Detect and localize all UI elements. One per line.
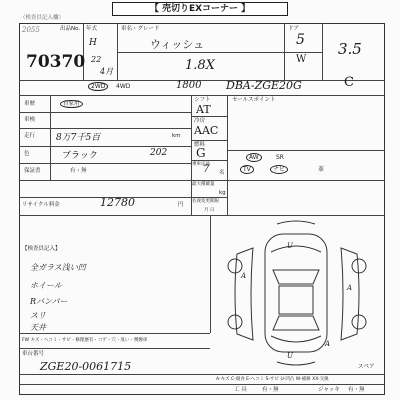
seats-unit: 名 [219, 170, 225, 176]
sales-item-tv [240, 167, 254, 173]
car-grade-value: 1.8X [185, 58, 215, 73]
color-code: 202 [150, 148, 168, 158]
car-rear-window [273, 316, 319, 330]
car-windshield [273, 270, 319, 284]
fuel-label: 燃料 [194, 142, 206, 148]
history-circled: 自家用 [60, 100, 83, 108]
car-wheel-fl [228, 259, 242, 273]
seats-value: 7 [203, 164, 210, 175]
jack-value: 有・無 [348, 387, 365, 393]
svg-text:A: A [347, 284, 353, 292]
mileage-unit: km [172, 133, 181, 139]
drive-4wd: 4WD [116, 83, 131, 90]
car-hood [271, 246, 321, 252]
car-front-bumper [277, 221, 315, 224]
car-wheel-rl [228, 315, 242, 329]
lot-small-digits: 2055 [22, 26, 40, 34]
mileage-value: 8万7千5百 [56, 133, 101, 143]
sales-item-leather: 革 [318, 166, 325, 173]
model-code: DBA-ZGE20G [226, 79, 302, 92]
drive-2wd [88, 84, 108, 90]
spare-label: スペア [358, 364, 375, 370]
car-name-label: 車名・グレード [121, 26, 160, 32]
top-note: （検査員記入欄） [20, 15, 65, 21]
sales-item-navi [270, 167, 288, 173]
tools-label: 工 具 [234, 387, 247, 393]
sales-point-label: セールスポイント [232, 97, 276, 103]
name-change-unit: 月 日 [204, 208, 215, 213]
car-trunk [271, 336, 321, 342]
ac-value: AAC [194, 124, 219, 137]
fw-row: FW キズ・ヘコミ・サビ・修理歴有・コゲ・穴・臭い・喫煙車 [22, 338, 148, 343]
history-value [60, 101, 83, 107]
inspection-note-3: Rバンパー [30, 297, 68, 306]
car-roof [279, 286, 313, 314]
inspection-note-2: ホイール [30, 281, 62, 290]
svg-text:A: A [241, 272, 247, 280]
sales-item-sr: SR [276, 154, 284, 161]
sales-item-aw-circled: AW [246, 153, 262, 162]
car-body-outline [265, 234, 327, 352]
car-diagram [213, 218, 381, 368]
sales-item-aw [246, 155, 262, 161]
svg-text:U: U [287, 242, 293, 250]
recycle-value: 12780 [100, 196, 135, 209]
doors-value: 5 [296, 32, 305, 48]
mileage-label: 走行 [24, 133, 36, 139]
sales-item-tv-circled: TV [240, 165, 254, 174]
recycle-label: リサイクル料金 [22, 202, 60, 208]
tools-value: 有・無 [262, 387, 279, 393]
inspection-label: 【検査員記入】 [22, 246, 61, 252]
history-label: 車歴 [24, 101, 36, 107]
jack-label: ジャッキ [318, 387, 340, 393]
year-era: H [89, 38, 97, 48]
recycle-unit: 円 [178, 202, 184, 208]
car-left-side [235, 248, 253, 340]
lot-number: 70370 [26, 52, 86, 72]
score-value: 3.5 [338, 40, 362, 58]
year-label: 年式 [86, 26, 98, 32]
year-value: 22 [91, 55, 102, 64]
doors-label: ドア [288, 26, 299, 32]
ac-label: 冷房 [194, 118, 206, 124]
frame-label: 車台番号 [22, 351, 45, 357]
month-value: 4月 [100, 67, 114, 76]
inspection-note-5: 天井 [30, 323, 46, 332]
sales-item-navi-circled: ナビ [270, 165, 288, 174]
damage-legend: A-キズ C-腐食 E-ヘコミ S-サビ U-凹凸 W-補修 XX-交換 [216, 377, 329, 382]
car-name-value: ウィッシュ [150, 38, 205, 51]
lot-label: 出品No. [60, 26, 81, 32]
svg-text:A: A [325, 340, 331, 348]
manual-label: 有・無 [70, 168, 87, 174]
color-label: 色 [24, 151, 30, 157]
corner-banner: 【 売切りEXコーナー 】 [112, 2, 288, 16]
load-label: 最大積載量 [192, 182, 215, 187]
inspection-note-1: 全ガラス浅い凹 [30, 263, 86, 272]
inspection-note-4: スリ [30, 311, 46, 320]
frame-number: ZGE20-0061715 [40, 360, 132, 373]
shift-label: シフト [194, 97, 211, 103]
name-change-label: 名義変更期限 [192, 199, 219, 204]
svg-text:U: U [287, 352, 293, 360]
car-wheel-rr [352, 315, 366, 329]
guarantee-label: 保証書 [24, 168, 41, 174]
interior-grade: C [344, 75, 354, 90]
car-rear-bumper [277, 362, 315, 365]
drive-2wd-circled: 2WD [88, 82, 108, 91]
car-right-side [341, 248, 359, 340]
load-unit: kg [219, 190, 226, 196]
color-value: ブラック [62, 151, 98, 161]
doors-sub: W [296, 54, 307, 65]
inspection-label: 車検 [24, 117, 36, 123]
fuel-value: G [196, 146, 206, 160]
seats-label: 乗車定員 [192, 162, 210, 167]
car-wheel-fr [352, 259, 366, 273]
shift-value: AT [196, 103, 211, 116]
displacement-value: 1800 [176, 80, 202, 91]
